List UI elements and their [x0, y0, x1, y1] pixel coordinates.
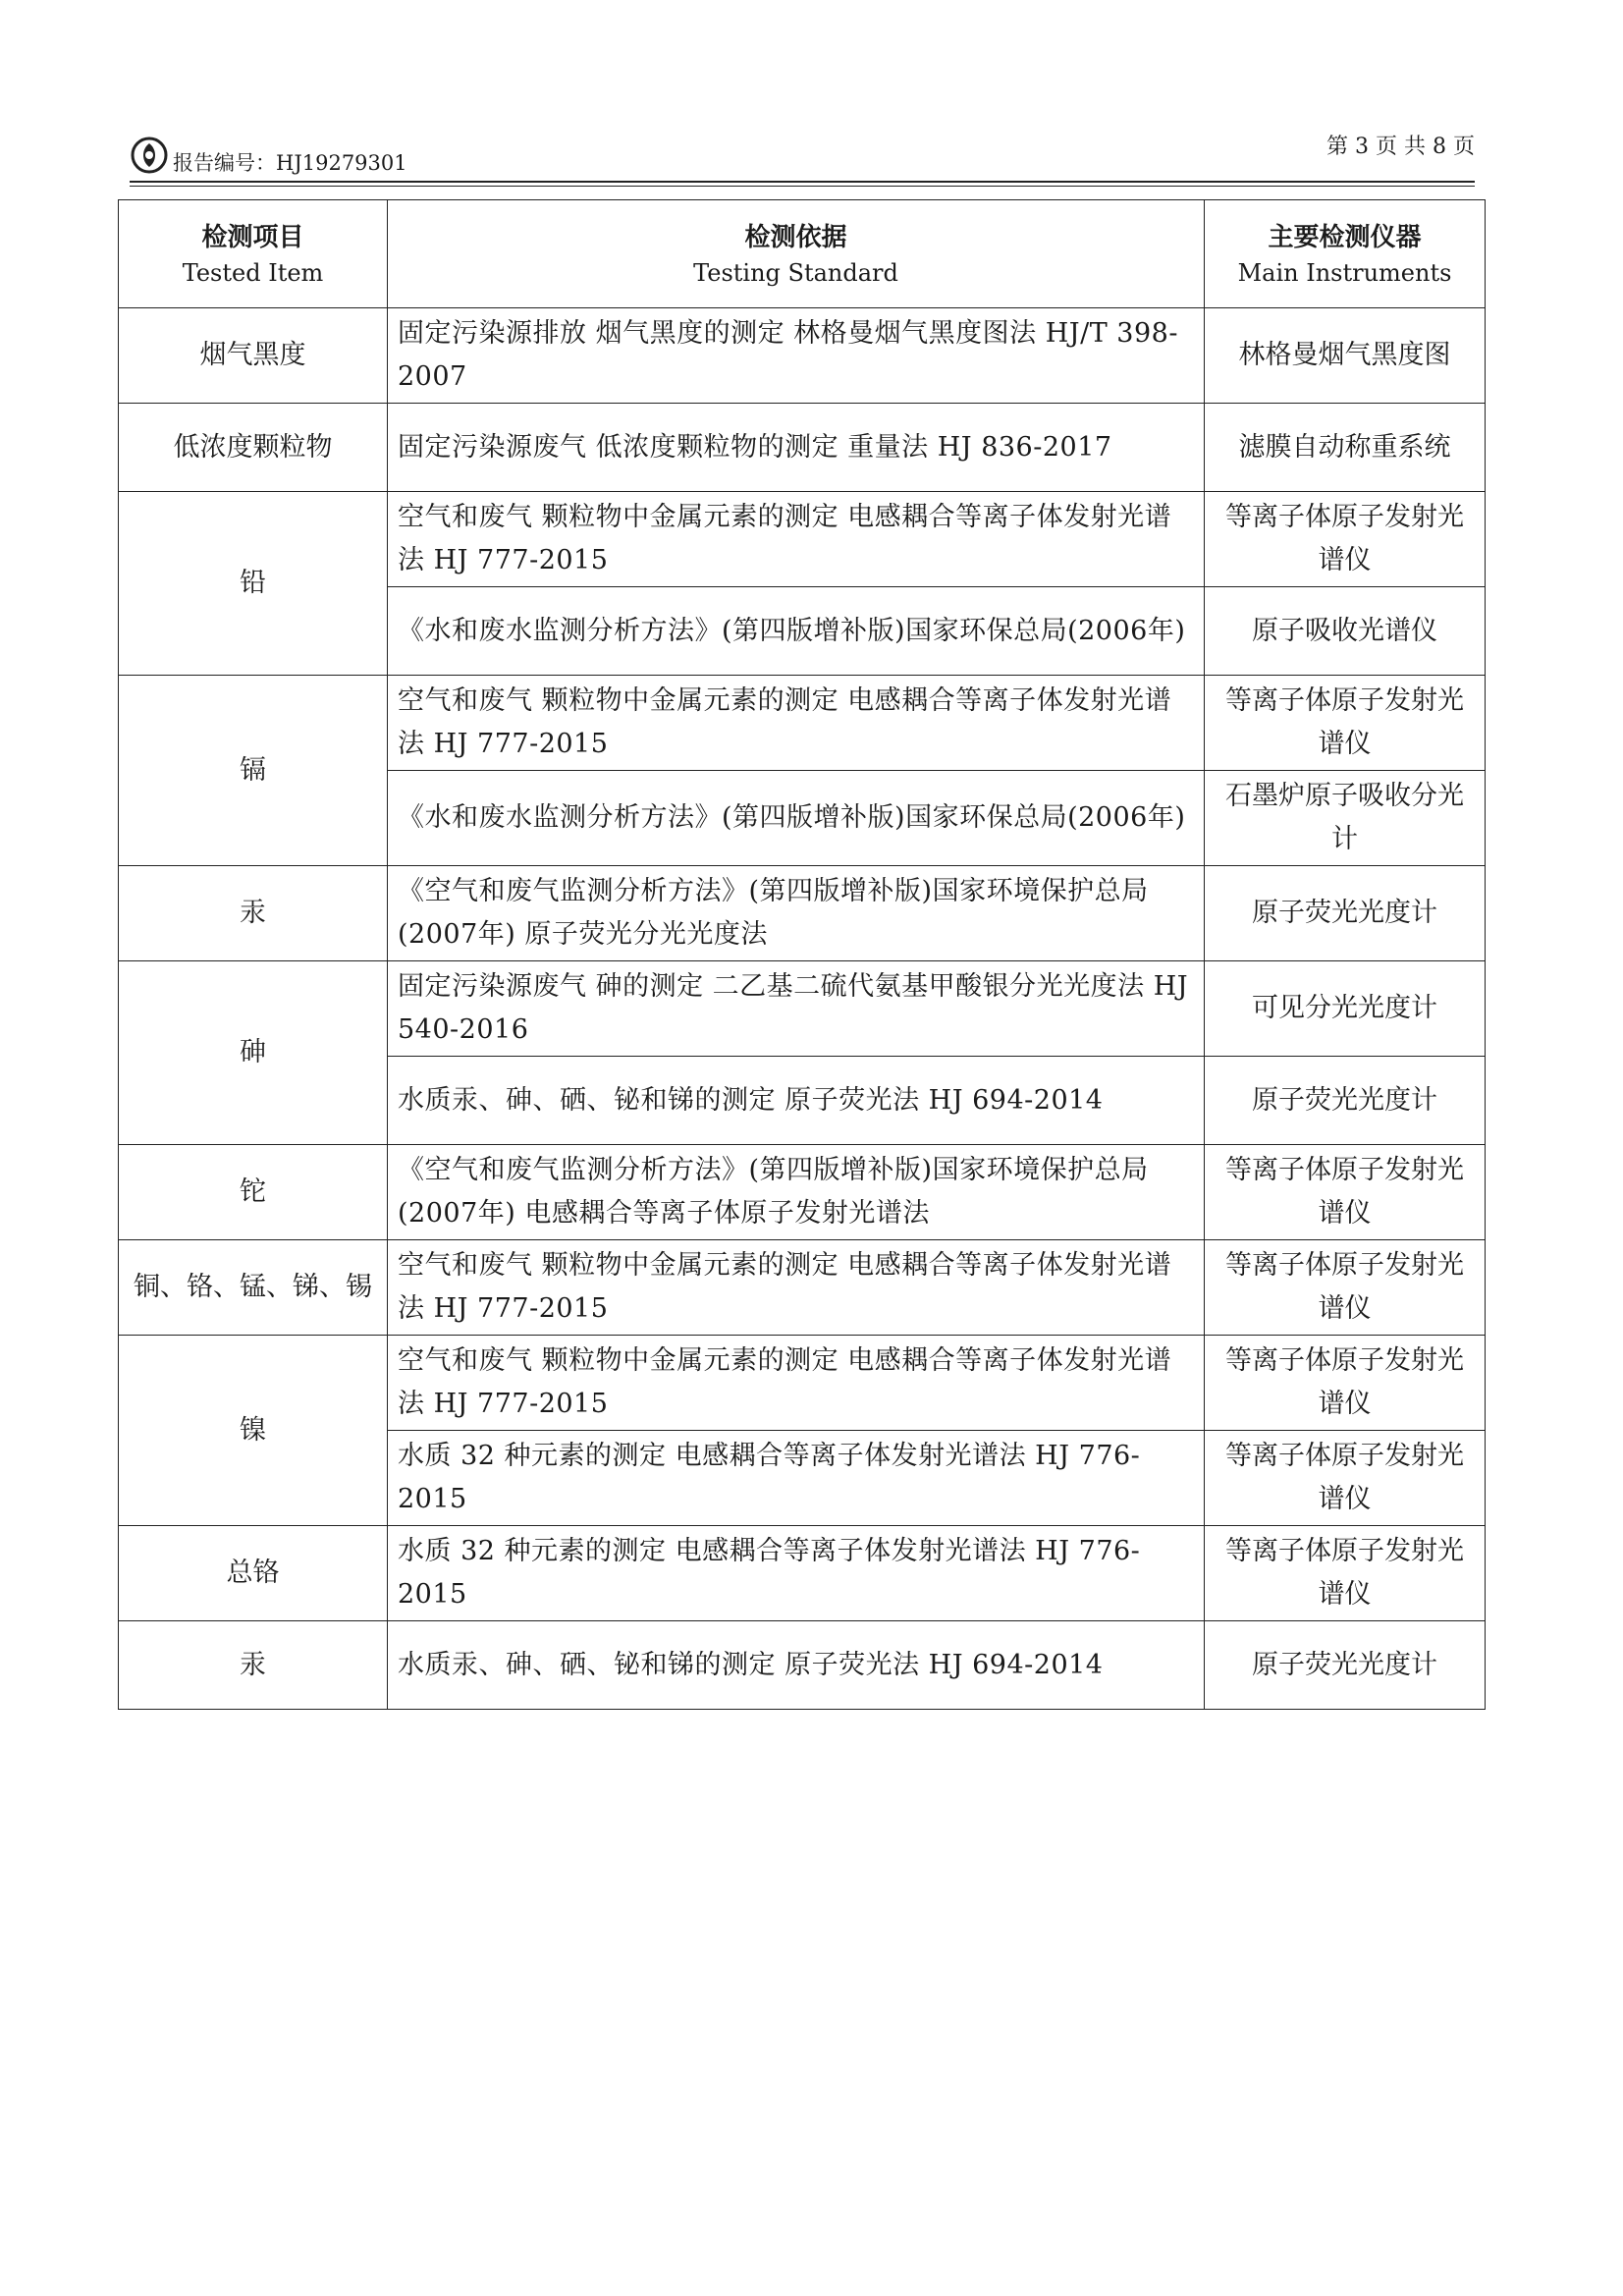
- header-tested-item: 检测项目 Tested Item: [119, 200, 388, 308]
- testing-standard-cell: 水质汞、砷、硒、铋和锑的测定 原子荧光法 HJ 694-2014: [388, 1057, 1205, 1145]
- instrument-cell: 滤膜自动称重系统: [1205, 404, 1486, 492]
- instrument-cell: 等离子体原子发射光谱仪: [1205, 1526, 1486, 1621]
- instrument-cell: 等离子体原子发射光谱仪: [1205, 1336, 1486, 1431]
- tested-item-cell: 镉: [119, 676, 388, 866]
- instrument-cell: 等离子体原子发射光谱仪: [1205, 1431, 1486, 1526]
- header-testing-standard: 检测依据 Testing Standard: [388, 200, 1205, 308]
- table-row: [119, 961, 1486, 1057]
- tested-item-cell: 铊: [119, 1145, 388, 1240]
- instrument-cell: 原子荧光光度计: [1205, 1621, 1486, 1710]
- instrument-cell: 林格曼烟气黑度图: [1205, 308, 1486, 404]
- company-logo-icon: [130, 136, 169, 175]
- table-row: [119, 676, 1486, 771]
- testing-standard-cell: 固定污染源排放 烟气黑度的测定 林格曼烟气黑度图法 HJ/T 398-2007: [388, 308, 1205, 404]
- instrument-cell: 等离子体原子发射光谱仪: [1205, 1145, 1486, 1240]
- table-row: [119, 308, 1486, 404]
- testing-standard-cell: 空气和废气 颗粒物中金属元素的测定 电感耦合等离子体发射光谱法 HJ 777-2015: [388, 1240, 1205, 1336]
- instrument-cell: 石墨炉原子吸收分光计: [1205, 771, 1486, 866]
- testing-standard-cell: 空气和废气 颗粒物中金属元素的测定 电感耦合等离子体发射光谱法 HJ 777-2015: [388, 676, 1205, 771]
- instrument-cell: 等离子体原子发射光谱仪: [1205, 492, 1486, 587]
- table-row: [119, 1240, 1486, 1336]
- report-number: 报告编号：HJ19279301: [173, 151, 407, 175]
- header-rule: [130, 181, 1475, 183]
- tested-item-cell: 砷: [119, 961, 388, 1145]
- testing-standard-cell: 《水和废水监测分析方法》(第四版增补版)国家环保总局(2006年): [388, 771, 1205, 866]
- table-row: [119, 492, 1486, 587]
- testing-standard-cell: 《空气和废气监测分析方法》(第四版增补版)国家环境保护总局(2007年) 原子荧光分光光度法: [388, 866, 1205, 961]
- instrument-cell: 原子吸收光谱仪: [1205, 587, 1486, 676]
- testing-methods-table: [118, 199, 1486, 1710]
- table-row: [119, 404, 1486, 492]
- testing-standard-cell: 水质 32 种元素的测定 电感耦合等离子体发射光谱法 HJ 776-2015: [388, 1526, 1205, 1621]
- tested-item-cell: 总铬: [119, 1526, 388, 1621]
- tested-item-cell: 铅: [119, 492, 388, 676]
- instrument-cell: 可见分光光度计: [1205, 961, 1486, 1057]
- tested-item-cell: 低浓度颗粒物: [119, 404, 388, 492]
- tested-item-cell: 铜、铬、锰、锑、锡: [119, 1240, 388, 1336]
- testing-standard-cell: 固定污染源废气 砷的测定 二乙基二硫代氨基甲酸银分光光度法 HJ 540-2016: [388, 961, 1205, 1057]
- table-row: [119, 1336, 1486, 1431]
- testing-standard-cell: 固定污染源废气 低浓度颗粒物的测定 重量法 HJ 836-2017: [388, 404, 1205, 492]
- instrument-cell: 等离子体原子发射光谱仪: [1205, 676, 1486, 771]
- header-main-instruments: 主要检测仪器 Main Instruments: [1205, 200, 1486, 308]
- table-row: [119, 1621, 1486, 1710]
- tested-item-cell: 镍: [119, 1336, 388, 1526]
- tested-item-cell: 汞: [119, 866, 388, 961]
- testing-standard-cell: 《水和废水监测分析方法》(第四版增补版)国家环保总局(2006年): [388, 587, 1205, 676]
- header-rule-thin: [130, 186, 1475, 187]
- testing-standard-cell: 空气和废气 颗粒物中金属元素的测定 电感耦合等离子体发射光谱法 HJ 777-2015: [388, 1336, 1205, 1431]
- instrument-cell: 原子荧光光度计: [1205, 1057, 1486, 1145]
- testing-standard-cell: 空气和废气 颗粒物中金属元素的测定 电感耦合等离子体发射光谱法 HJ 777-2015: [388, 492, 1205, 587]
- testing-standard-cell: 水质 32 种元素的测定 电感耦合等离子体发射光谱法 HJ 776-2015: [388, 1431, 1205, 1526]
- table-row: [119, 1145, 1486, 1240]
- instrument-cell: 原子荧光光度计: [1205, 866, 1486, 961]
- page-indicator: 第 3 页 共 8 页: [1326, 135, 1475, 159]
- table-row: [119, 1526, 1486, 1621]
- table-header-row: [119, 200, 1486, 308]
- table-body: [119, 308, 1486, 1710]
- instrument-cell: 等离子体原子发射光谱仪: [1205, 1240, 1486, 1336]
- tested-item-cell: 汞: [119, 1621, 388, 1710]
- tested-item-cell: 烟气黑度: [119, 308, 388, 404]
- testing-standard-cell: 《空气和废气监测分析方法》(第四版增补版)国家环境保护总局(2007年) 电感耦合等离子体原子发射光谱法: [388, 1145, 1205, 1240]
- table-row: [119, 866, 1486, 961]
- testing-standard-cell: 水质汞、砷、硒、铋和锑的测定 原子荧光法 HJ 694-2014: [388, 1621, 1205, 1710]
- page-header: [130, 126, 1475, 181]
